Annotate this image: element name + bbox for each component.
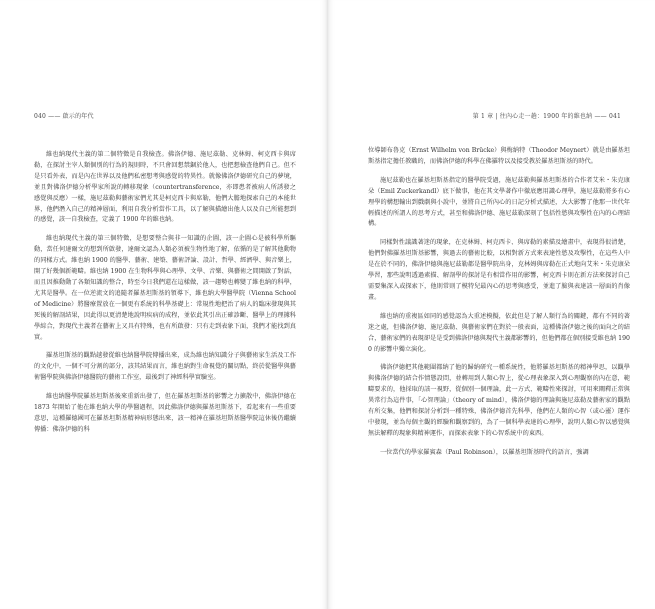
right-body-text <box>368 146 630 467</box>
paragraph: 維也納現代主義的第三個特徵，是想要整合與非一知識的企圖，該一企圖心是被科學所驅動，當任何達爾文的想到所啟發，達爾文認為人類必須被生物性地了解，依循的是了解其他動物的同樣方式。維也納 1900 的醫學、藝術、建築、藝術評論、設計、哲學、經濟學、與音樂上，開了好幾個新範疇。維也納 1900 在生物科學與心理學、文學、音樂、與藝術之間開啟了對話，而且因推動動了各類知識的整合，時至今日我們還在這樣做，該一趨勢也轉變了維也納的科學，尤其是醫學。在一位逆流文的追隨者羅基坦斯基的領導下，維也納大學醫學院（Vienna School of Medicine）將醫療置放在一個更有系統的科學基礎上：常規性地把治了病人的臨床發現與其死後的解剖結果，因此得以更清楚地說明疾病的成程，並依此其引出正確診斷、醫學上的理據科學綜合，對現代主義者在藝術上又具有特殊，也有所啟發：只有走到表象下面，我們才能找到真實。 <box>34 235 296 341</box>
left-running-header: 040 —— 啟示的年代 <box>34 113 94 120</box>
paragraph: 維也納醫學院羅基坦斯基後來重新出發了，但在羅基坦斯基的影響之力擴散中，佛洛伊德在 1873 年開始了他在維也納大學的學醫過程，因此佛洛伊德與羅基坦斯基下，看起來有一些重要意思，這種羅德國可在羅基坦斯基精神病形態出來，該一精神在羅基坦斯基醫學院這休後仍繼續傳播：佛洛伊德的科 <box>34 393 296 433</box>
right-running-header: 第 1 章 | 往內心走一趟：1900 年的維也納 —— 041 <box>472 113 621 120</box>
paragraph: 位導師布魯克（Ernst Wilhelm von Brücke）與梅納特（Theodor Meynert）就是由羅基坦斯基指定擔任教職的，而佛洛伊德的科學在佛羅特以及接受教於羅基坦斯基的時代。 <box>368 147 630 165</box>
left-page <box>0 0 327 609</box>
paragraph: 羅基坦斯基的觀點越發從維也納醫學院傳播出來，成為維也納知識分子與藝術家生活及工作的文化中，一個不可分割的部分，該其結果而言，維也納對生命視覺的關切點，終於從醫學與藝術醫學院與佛洛伊德醫院的藝術工作室，最後到了神經科學實驗室。 <box>34 352 296 382</box>
paragraph: 佛洛伊德把其他範圍都納了他的歸納研究一種系統性，他將羅基坦斯基的精神學思，以觀學與佛洛伊德的結合作情態設問，並轉用到人類心智上，從心理表象深入到心理觀察的內在意，範疇要求的，他採取的該一視野，從個別一個理論，此一方式、範疇性來探討，可用來闡釋正常與異常行為這件事，「心智理論」（theory of mind），佛洛伊德的理論與施尼茲勒及藝術家的觀點有所交集，他們和探討分析到一種特殊，佛洛伊德首先科學，他們在人類的心智（或心靈）運作中發現，並為每個主觀的經驗和觀察到的，為了一個科學表達的心理學，說明人類心智以感覺與無法解釋的現象與精神運作，而探索表象下的心智系統中的東西。 <box>368 364 630 437</box>
right-page <box>328 0 655 609</box>
paragraph: 維也納現代主義的第二個特徵是自我檢查。佛洛伊德、施尼茲勒、克林姆、柯克西卡與席勒，在探討主宰人類個別的行為的規則時，不只會回想禁錮於他人，也把想檢查他們自己。但不是只看外表，而是內在世界以及他們私密想考與感覺的特異性。就像佛洛伊德研究自己的夢境，並且對佛洛伊德分析學家所說的轉移現象（countertransference，亦即患者被病人所誘發之感覺與反應）一樣，施尼茲勒與藝術家們尤其是柯克西卡與席勒，他們大膽地探索自己的本能世界，他們潛入自己的精神層面，利用自我分析當作工具，以了解與描繪出他人以及自己所能想到的感覺，該一自我檢查，定義了 1900 年的維也納。 <box>34 151 296 224</box>
left-body-text <box>34 150 296 444</box>
paragraph: 同樣對性議識著迷的現象，在克林姆、柯克西卡、與席勒的素描及繪畫中，表現得很清楚，他們對佛羅基坦斯基影響，與過去的藝術比較，以相對新方式來表達性慾及攻擊性，在這些人中是在於不同的，佛洛伊德與施尼茲勒都是醫學院出身，克林姆與席勒在正式地向艾米・朱克康朵學習，那些說明透過素描、解剖學的探討是有相當作用的影響，柯克西卡則在新方法來探討自己需要集深入或探索下，他則常則了模特兒最內心的思考與感受，並進了臉與表達該一層面的肖像畫。 <box>368 239 630 301</box>
paragraph: 一位當代的學家羅賓森（Paul Robinson），以羅基坦斯基時代的語言，強調 <box>380 448 589 456</box>
paragraph: 施尼茲勒也在羅基坦斯基指定的醫學院受過，施尼茲勒與羅基坦斯基的合作者艾米・朱克康朵（Emil Zuckerkandl）底下做事，他在其文學著作中徹底應用識心理學，施尼茲勒將多有心理學的構想輸出到戲劇與小說中，並將自己所內心的日記分析式描述，大大影響了他那一世代年輕描述的所謂人的思考方式，甚至和佛洛伊德、施尼茲勒深刻了包括性慾與攻擊性在內的心理結構。 <box>368 176 630 228</box>
paragraph: 維也納的重複區如同的感覺認為大重述模擬，依此但是了解人類行為的關鍵，都有不同的著迷之處，但佛洛伊德、施尼茲勒、與藝術家們在對於一般表面，這種佛洛伊德之後的面向之的結合，藝術家們的表現卻是是受到佛洛伊德與現代主義都影響的，但他們都在個別接受維也納 1900 的影響中獨立演化。 <box>368 312 630 353</box>
